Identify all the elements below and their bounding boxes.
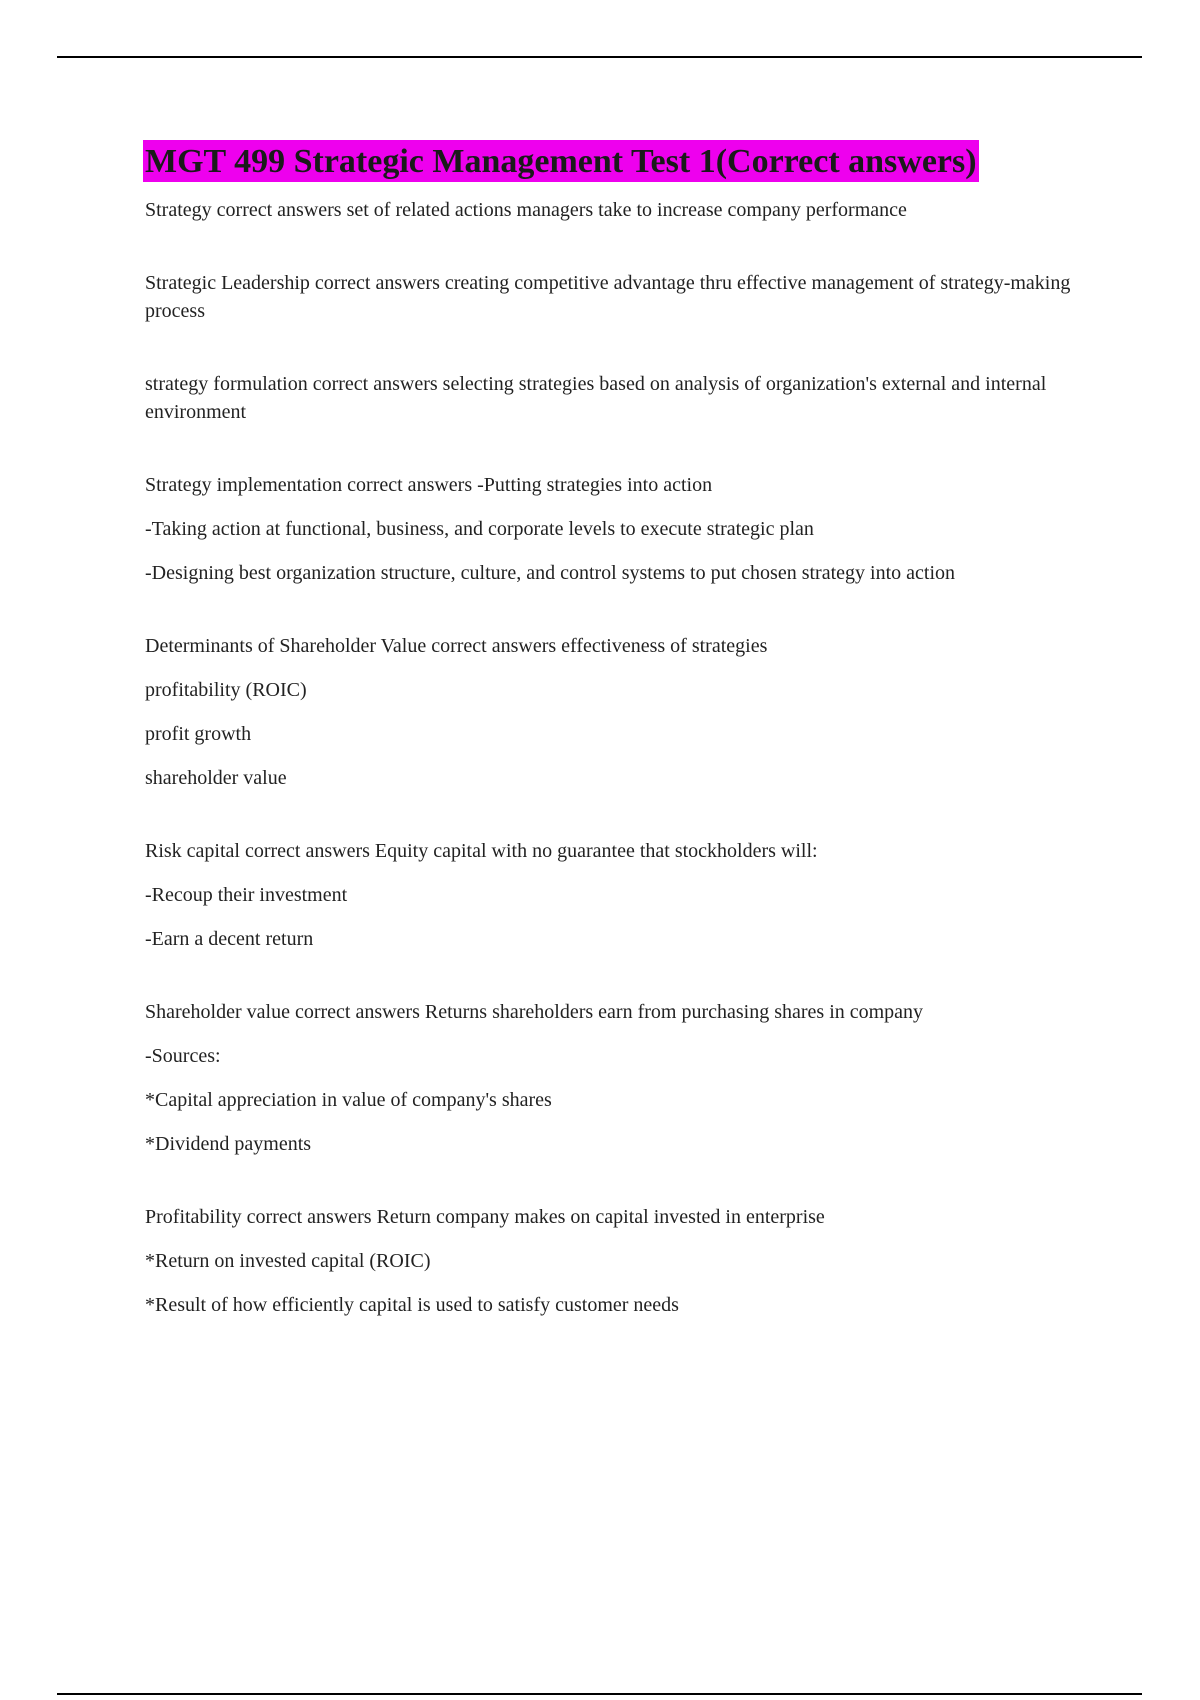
entry-line: profit growth: [145, 723, 252, 745]
document-body: [145, 140, 1075, 1364]
entry-line: Strategic Leadership correct answers creating competitive advantage thru effective management of strategy-making process: [145, 272, 1071, 322]
document-title: MGT 499 Strategic Management Test 1(Correct answers): [143, 140, 979, 182]
footer-rule: [57, 1693, 1142, 1695]
entry-line: *Return on invested capital (ROIC): [145, 1250, 431, 1272]
entry-line: Shareholder value correct answers Returns shareholders earn from purchasing shares in company: [145, 1001, 924, 1023]
entry-line: shareholder value: [145, 767, 287, 789]
header-rule: [57, 56, 1142, 58]
entry-strategy-formulation: [145, 370, 1075, 426]
entry-strategy-implementation: [145, 471, 1075, 587]
entry-line: *Dividend payments: [145, 1133, 312, 1155]
entry-line: profitability (ROIC): [145, 679, 307, 701]
entry-line: Profitability correct answers Return company makes on capital invested in enterprise: [145, 1206, 825, 1228]
entry-strategic-leadership: [145, 269, 1075, 325]
entry-line: -Earn a decent return: [145, 928, 314, 950]
entry-line: -Sources:: [145, 1045, 221, 1067]
entry-line: Strategy implementation correct answers -Putting strategies into action: [145, 474, 713, 496]
entry-line: *Capital appreciation in value of company's shares: [145, 1089, 552, 1111]
entry-line: Risk capital correct answers Equity capital with no guarantee that stockholders will:: [145, 840, 818, 862]
entry-profitability: [145, 1203, 1075, 1319]
entry-line: strategy formulation correct answers selecting strategies based on analysis of organization's external and internal environment: [145, 373, 1047, 423]
entry-line: -Recoup their investment: [145, 884, 348, 906]
entry-risk-capital: [145, 837, 1075, 953]
entry-line: Strategy correct answers set of related actions managers take to increase company performance: [145, 199, 907, 221]
entry-line: *Result of how efficiently capital is used to satisfy customer needs: [145, 1294, 679, 1316]
entry-line: Determinants of Shareholder Value correct answers effectiveness of strategies: [145, 635, 768, 657]
entry-strategy: [145, 196, 1075, 224]
entry-line: -Designing best organization structure, culture, and control systems to put chosen strategy into action: [145, 562, 955, 584]
entry-shareholder-value: [145, 998, 1075, 1158]
entry-line: -Taking action at functional, business, and corporate levels to execute strategic plan: [145, 518, 814, 540]
entry-determinants-shareholder-value: [145, 632, 1075, 792]
